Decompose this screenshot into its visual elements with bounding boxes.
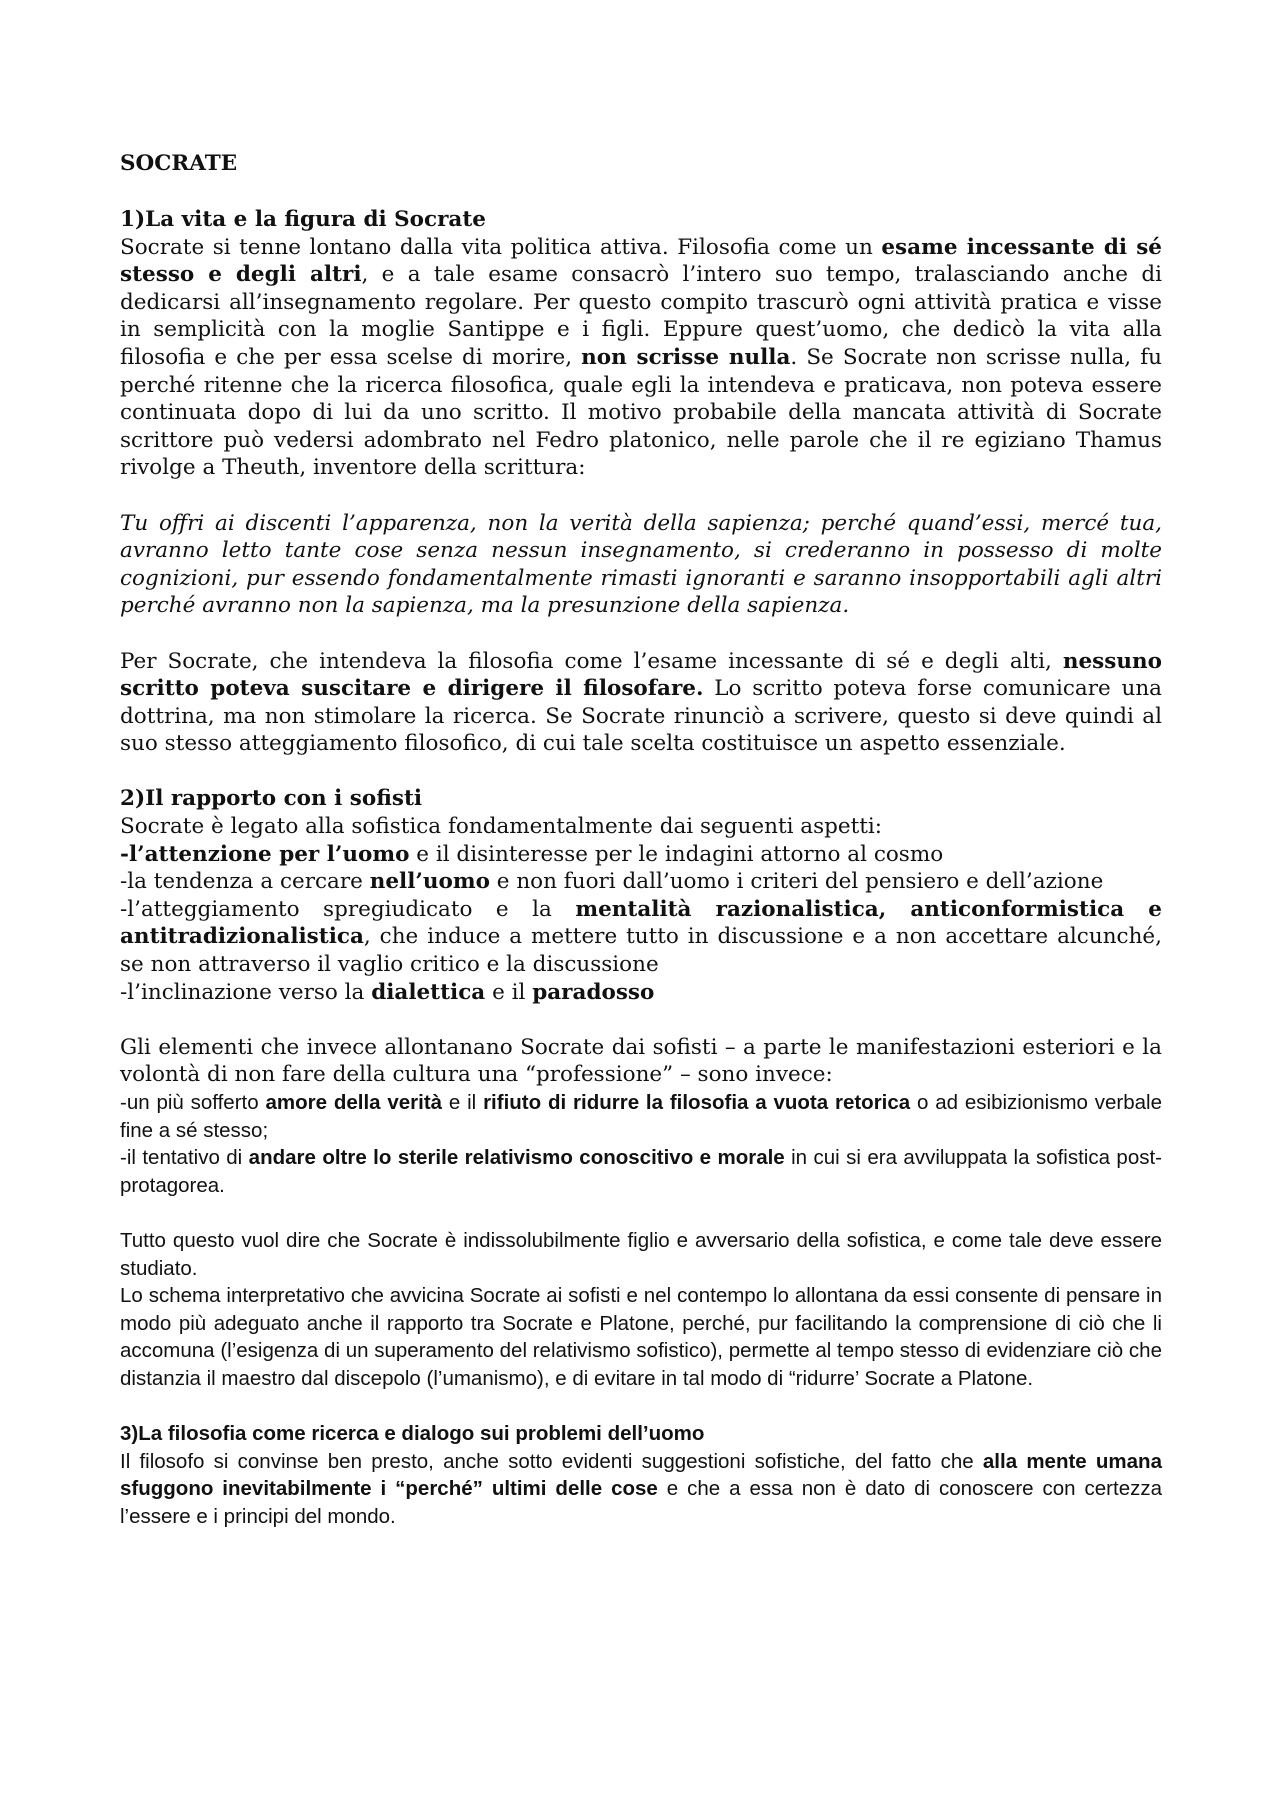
list-item: -l’attenzione per l’uomo e il disinteresse per le indagini attorno al cosmo [120, 841, 944, 867]
fedro-quote: Tu offri ai discenti l’apparenza, non la verità della sapienza; perché quand’essi, mercé tua, avranno letto tante cose senza nessun insegnamento, si crederanno in possesso di molte cognizioni, pur essendo fondamentalmente rimasti ignoranti e saranno insopportabili agli altri perché avranno non la sapienza, ma la presunzione della sapienza. [120, 510, 1162, 619]
section-2-heading: 2)Il rapporto con i sofisti [120, 786, 423, 812]
section-sofisti-continued [120, 1089, 1162, 1531]
section-2-paragraph-3: Gli elementi che invece allontanano Socrate dai sofisti – a parte le manifestazioni esteriori e la volontà di non fare della cultura una “professione” – sono invece: [120, 1034, 1162, 1088]
document-page [120, 150, 1162, 1531]
document-title: SOCRATE [120, 151, 238, 176]
section-3-paragraph-1: Il filosofo si convinse ben presto, anche sotto evidenti suggestioni sofistiche, del fatto che alla mente umana sfuggono inevitabilmente i “perché” ultimi delle cose e che a essa non è dato di conoscere con certezza l’essere e i principi del mondo. [120, 1449, 1162, 1528]
section-3-heading: 3)La filosofia come ricerca e dialogo sui problemi dell’uomo [120, 1422, 705, 1446]
section-2-intro: Socrate è legato alla sofistica fondamentalmente dai seguenti aspetti: [120, 814, 883, 840]
section-1-paragraph-1: Socrate si tenne lontano dalla vita politica attiva. Filosofia come un esame incessante di sé stesso e degli altri, e a tale esame consacrò l’intero suo tempo, tralasciando anche di dedicarsi all’insegnamento regolare. Per questo compito trascurò ogni attività pratica e visse in semplicità con la moglie Santippe e i figli. Eppure quest’uomo, che dedicò la vita alla filosofia e che per essa scelse di morire, non scrisse nulla. Se Socrate non scrisse nulla, fu perché ritenne che la ricerca filosofica, quale egli la intendeva e praticava, non poteva essere continuata dopo di lui da uno scritto. Il motivo probabile della mancata attività di Socrate scrittore può vedersi adombrato nel Fedro platonico, nelle parole che il re egiziano Thamus rivolge a Theuth, inventore della scrittura: [120, 234, 1162, 481]
section-vita [120, 206, 1162, 1089]
list-item: -il tentativo di andare oltre lo sterile relativismo conoscitivo e morale in cui si era avviluppata la sofistica post-protagorea. [120, 1146, 1162, 1197]
list-item: -la tendenza a cercare nell’uomo e non fuori dall’uomo i criteri del pensiero e dell’azione [120, 869, 1104, 895]
section-2-paragraph-4: Tutto questo vuol dire che Socrate è indissolubilmente figlio e avversario della sofistica, e come tale deve essere studiato. [120, 1228, 1162, 1280]
section-1-heading: 1)La vita e la figura di Socrate [120, 207, 486, 232]
list-item: -l’atteggiamento spregiudicato e la mentalità razionalistica, anticonformistica e antitradizionalistica, che induce a mettere tutto in discussione e a non accettare alcunché, se non attraverso il vaglio critico e la discussione [120, 896, 1162, 978]
section-1-paragraph-2: Per Socrate, che intendeva la filosofia come l’esame incessante di sé e degli alti, nessuno scritto poteva suscitare e dirigere il filosofare. Lo scritto poteva forse comunicare una dottrina, ma non stimolare la ricerca. Se Socrate rinunciò a scrivere, questo si deve quindi al suo stesso atteggiamento filosofico, di cui tale scelta costituisce un aspetto essenziale. [120, 648, 1162, 757]
list-item: -l’inclinazione verso la dialettica e il paradosso [120, 979, 655, 1005]
section-2-paragraph-5: Lo schema interpretativo che avvicina Socrate ai sofisti e nel contempo lo allontana da essi consente di pensare in modo più adeguato anche il rapporto tra Socrate e Platone, perché, pur facilitando la comprensione di ciò che li accomuna (l’esigenza di un superamento del relativismo sofistico), permette al tempo stesso di evidenziare ciò che distanzia il maestro dal discepolo (l’umanismo), e di evitare in tal modo di “ridurre’ Socrate a Platone. [120, 1284, 1162, 1390]
list-item: -un più sofferto amore della verità e il rifiuto di ridurre la filosofia a vuota retorica o ad esibizionismo verbale fine a sé stesso; [120, 1091, 1162, 1142]
